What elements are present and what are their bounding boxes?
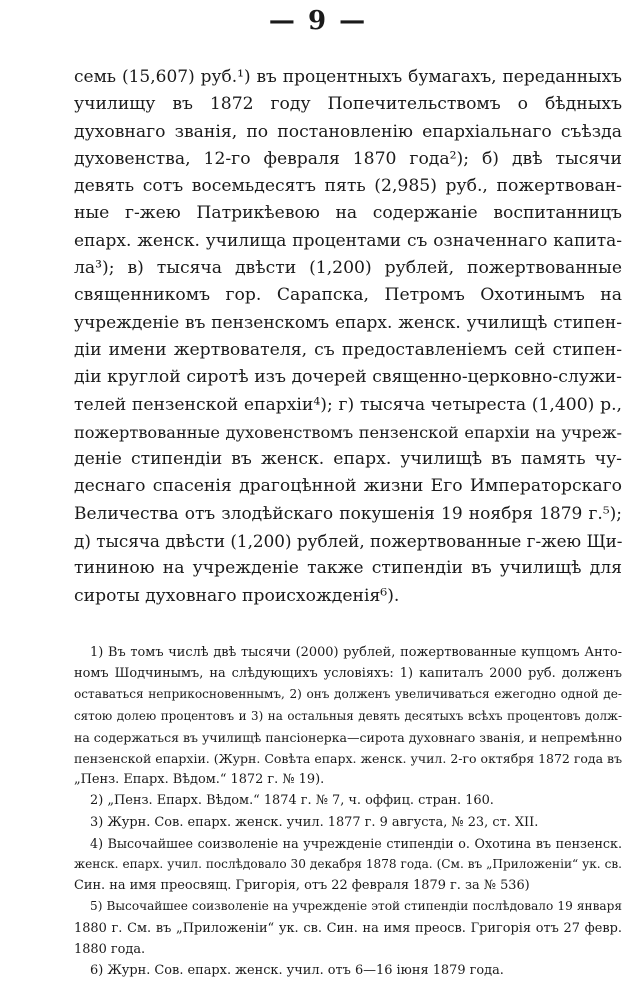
text-line: телей пензенской епархіи⁴); г) тысяча четыреста (1,400) р., <box>74 394 622 415</box>
footnote-line: 5) Высочайшее соизволеніе на учрежденіе этой стипендіи послѣдовало 19 января <box>90 899 622 914</box>
footnote-line: сятою долею процентовъ и 3) на остальныя девять десятыхъ всѣхъ процентовъ долж- <box>74 708 622 723</box>
footnote-line: 1880 г. См. въ „Приложеніи“ ук. св. Син. на имя преосв. Григорія отъ 27 февр. <box>74 920 622 936</box>
text-line: Величества отъ злодѣйскаго покушенія 19 ноября 1879 г.⁵); <box>74 503 622 524</box>
footnote-line: „Пенз. Епарх. Вѣдом.“ 1872 г. № 19). <box>74 772 325 788</box>
footnote-line: номъ Шодчинымъ, на слѣдующихъ условіяхъ: 1) капиталъ 2000 руб. долженъ <box>74 666 622 682</box>
main-text <box>74 64 622 610</box>
footnote-5 <box>74 896 622 960</box>
footnote-line: 1) Въ томъ числѣ двѣ тысячи (2000) рублей, пожертвованные купцомъ Анто- <box>90 645 622 660</box>
footnote-1 <box>74 642 622 790</box>
footnote-line: 6) Журн. Сов. епарх. женск. учил. отъ 6—16 іюня 1879 года. <box>90 963 504 979</box>
text-line: духовенства, 12-го февраля 1870 года²); б) двѣ тысячи <box>74 148 622 169</box>
text-line: ла³); в) тысяча двѣсти (1,200) рублей, пожертвованные <box>74 258 622 279</box>
text-line: д) тысяча двѣсти (1,200) рублей, пожертвованные г-жею Щи- <box>74 531 623 552</box>
text-line: діи круглой сиротѣ изъ дочерей священно-церковно-служи- <box>74 367 622 388</box>
text-line: деснаго спасенія драгоцѣнной жизни Его Императорскаго <box>74 476 622 497</box>
footnote-6 <box>74 960 622 981</box>
page-number: — 9 — <box>268 6 368 36</box>
footnote-4 <box>74 833 622 897</box>
text-line: девять сотъ восемьдесятъ пять (2,985) руб., пожертвован- <box>74 176 622 197</box>
text-line: діи имени жертвователя, съ предоставленіемъ сей стипен- <box>74 339 622 360</box>
footnote-line: 3) Журн. Сов. епарх. женск. учил. 1877 г. 9 августа, № 23, ст. XII. <box>90 814 539 830</box>
text-line: семь (15,607) руб.¹) въ процентныхъ бумагахъ, переданныхъ <box>74 67 622 87</box>
text-line: сироты духовнаго происхожденія⁶). <box>74 585 400 606</box>
text-line: пожертвованные духовенствомъ пензенской епархіи на учреж- <box>74 422 622 442</box>
footnote-line: пензенской епархіи. (Журн. Совѣта епарх. женск. учил. 2-го октября 1872 года въ <box>74 751 623 767</box>
text-line: учрежденіе въ пензенскомъ епарх. женск. училищѣ стипен- <box>74 312 622 333</box>
text-line: епарх. женск. училища процентами съ означеннаго капита- <box>74 230 622 251</box>
footnote-line: Син. на имя преосвящ. Григорія, отъ 22 февраля 1879 г. за № 536) <box>74 878 530 894</box>
text-line: училищу въ 1872 году Попечительствомъ о бѣдныхъ <box>74 94 622 115</box>
text-line: ные г-жею Патрикѣевою на содержаніе воспитанницъ <box>74 203 622 224</box>
text-line: священникомъ гор. Сарапска, Петромъ Охотинымъ на <box>74 285 622 306</box>
footnote-line: 4) Высочайшее соизволеніе на учрежденіе стипендіи о. Охотина въ пензенск. <box>90 835 622 851</box>
footnote-line: 2) „Пенз. Епарх. Вѣдом.“ 1874 г. № 7, ч. оффиц. стран. 160. <box>90 793 494 809</box>
footnotes <box>74 642 622 981</box>
text-line: духовнаго званія, по постановленію епархіальнаго съѣзда <box>74 121 622 142</box>
footnote-line: женск. епарх. учил. послѣдовало 30 декабря 1878 года. (См. въ „Приложеніи“ ук. св. <box>74 857 622 872</box>
footnote-line: 1880 года. <box>74 941 146 957</box>
footnote-line: на содержаться въ училищѣ пансіонерка—сирота духовнаго званія, и непремѣнно <box>74 729 622 745</box>
footnote-3 <box>74 812 622 833</box>
footnote-2 <box>74 790 622 811</box>
text-line: тининою на учрежденіе также стипендіи въ училищѣ для <box>74 558 622 579</box>
footnote-line: оставаться неприкосновеннымъ, 2) онъ долженъ увеличиваться ежегодно одной де- <box>74 687 622 702</box>
text-line: деніе стипендіи въ женск. епарх. училищѣ въ память чу- <box>74 449 622 470</box>
